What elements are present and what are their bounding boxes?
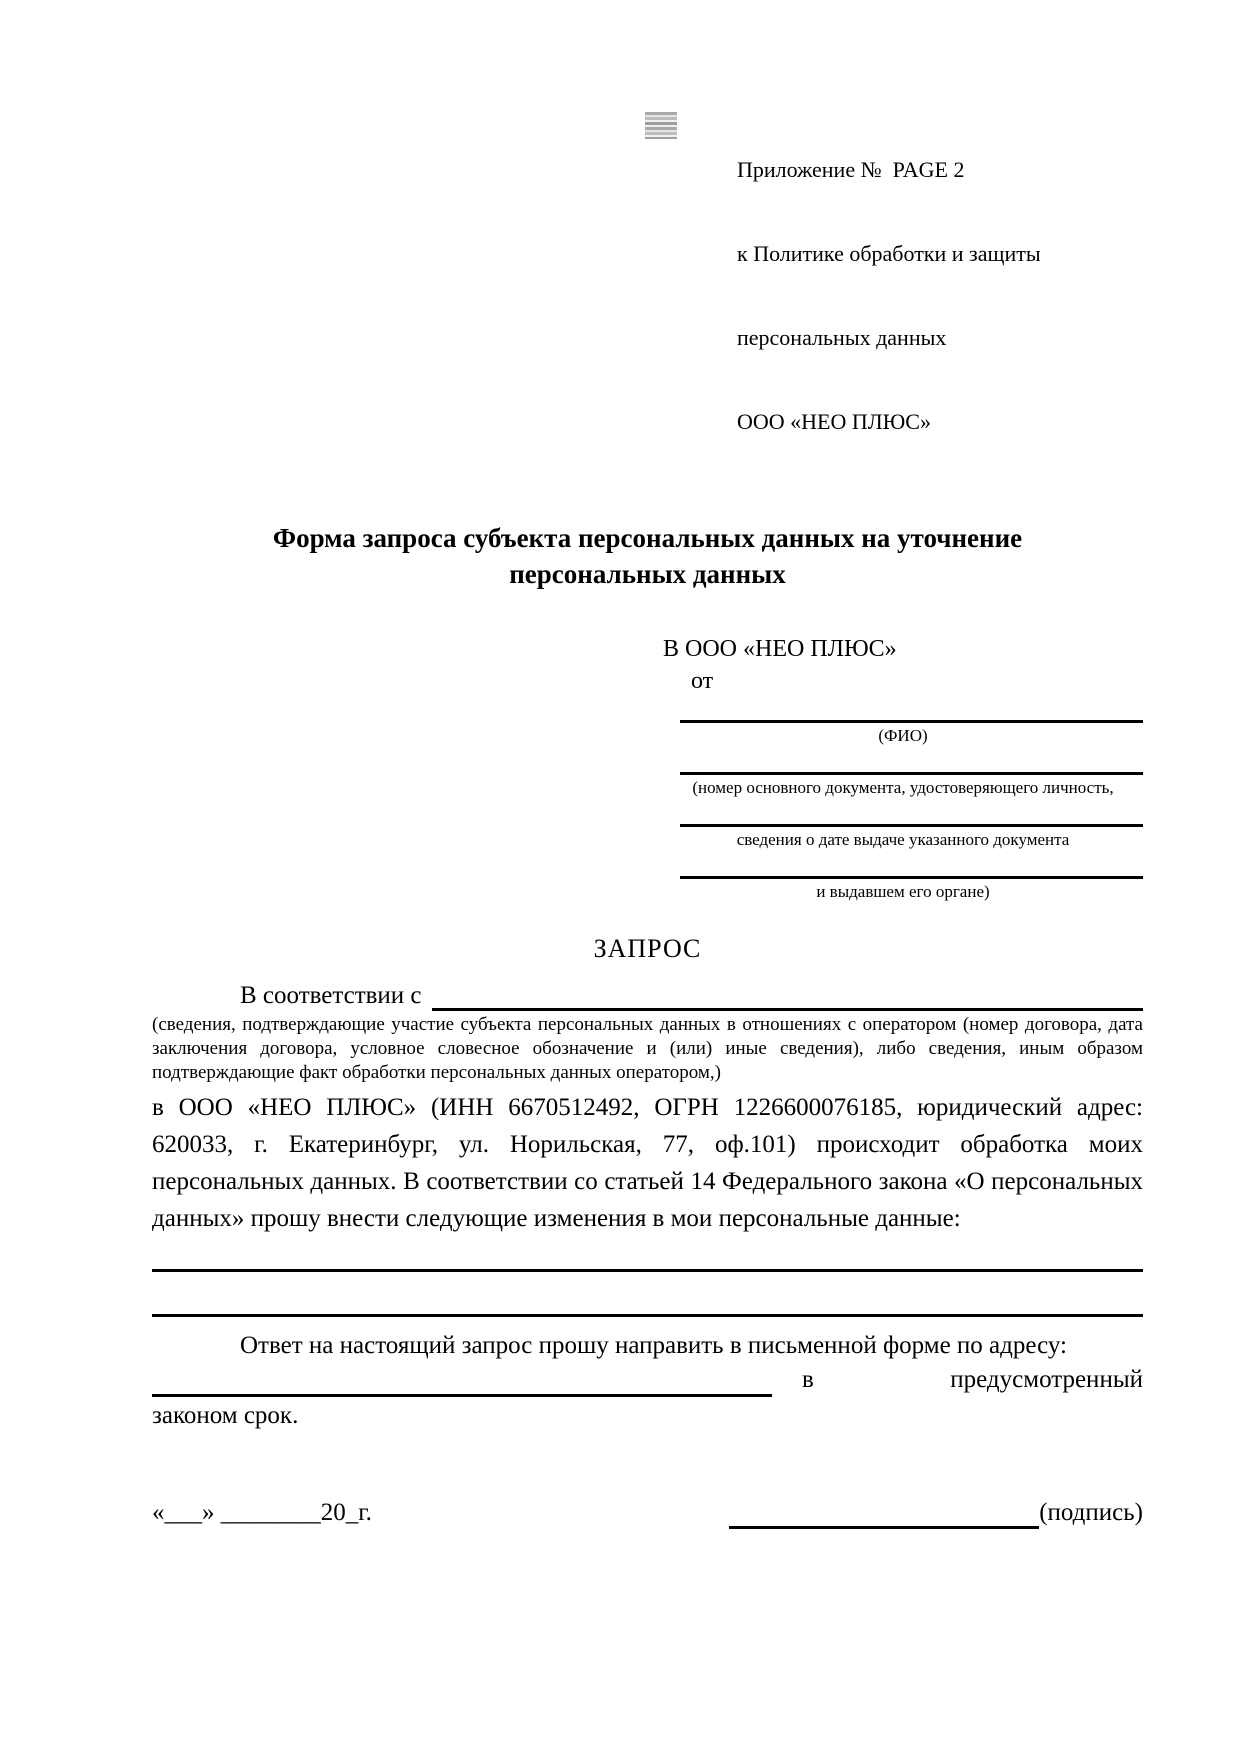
request-intro <box>152 980 1143 1011</box>
signature-caption: (подпись) <box>1039 1499 1143 1526</box>
response-address-row <box>152 1363 1143 1397</box>
footer-row <box>152 1497 1143 1529</box>
issue-date-caption: сведения о дате выдаче указанного документа <box>736 830 1070 849</box>
response-tail-word: в <box>802 1366 814 1393</box>
fio-fill-line <box>680 720 1143 723</box>
response-tail <box>772 1363 1143 1397</box>
header-line: к Политике обработки и защиты <box>737 241 1041 266</box>
issuing-authority-caption: и выдавшем его органе) <box>816 882 990 901</box>
addressee-block <box>663 634 1143 902</box>
request-body: в ООО «НЕО ПЛЮС» (ИНН 6670512492, ОГРН 1226600076185, юридический адрес: 620033, г. Екатеринбург, ул. Норильская, 77, оф.101) происходит обработка моих персональных данных. В соответствии со статьей 14 Федерального закона «О персональных данных» прошу внести следующие изменения в мои персональные данные: <box>152 1094 1143 1232</box>
response-tail-word: предусмотренный <box>950 1366 1143 1393</box>
changes-fill-line-1 <box>152 1269 1143 1272</box>
issuing-authority-field <box>663 876 1143 902</box>
fio-field <box>663 720 1143 746</box>
header-line: персональных данных <box>737 325 947 350</box>
document-lines-icon <box>645 112 677 139</box>
request-intro-label: В соответствии с <box>240 982 422 1009</box>
response-address-fill-line <box>152 1368 772 1397</box>
response-last-line: законом срок. <box>152 1402 299 1429</box>
header-line: ООО «НЕО ПЛЮС» <box>737 409 931 434</box>
signature-group <box>729 1497 1143 1529</box>
fio-caption: (ФИО) <box>878 726 928 745</box>
document-number-fill-line <box>680 772 1143 775</box>
issue-date-fill-line <box>680 824 1143 827</box>
header <box>152 100 1143 492</box>
response-first-line: Ответ на настоящий запрос прошу направить в письменной форме по адресу: <box>240 1332 1067 1359</box>
request-intro-note: (сведения, подтверждающие участие субъекта персональных данных в отношениях с оператором (номер договора, дата заключения договора, условное словесное обозначение и (или) иные сведения), либо сведения, иным образом подтверждающие факт обработки персональных данных оператором,) <box>152 1014 1143 1083</box>
signature-fill-line <box>729 1500 1039 1529</box>
addressee-to: В ООО «НЕО ПЛЮС» <box>663 636 897 662</box>
changes-fill-line-2 <box>152 1314 1143 1317</box>
date-placeholder: «___» ________20_г. <box>152 1499 372 1526</box>
document-number-caption: (номер основного документа, удостоверяющего личность, <box>692 778 1114 797</box>
request-heading: ЗАПРОС <box>593 934 702 963</box>
issuing-authority-fill-line <box>680 876 1143 879</box>
request-intro-fill-line <box>432 982 1143 1011</box>
document-number-field <box>663 772 1143 798</box>
issue-date-field <box>663 824 1143 850</box>
header-annotation <box>737 100 1041 492</box>
page-title: Форма запроса субъекта персональных данных на уточнение персональных данных <box>272 523 1023 589</box>
addressee-from-label: от <box>691 668 714 694</box>
header-line: Приложение № PAGE 2 <box>737 157 965 182</box>
